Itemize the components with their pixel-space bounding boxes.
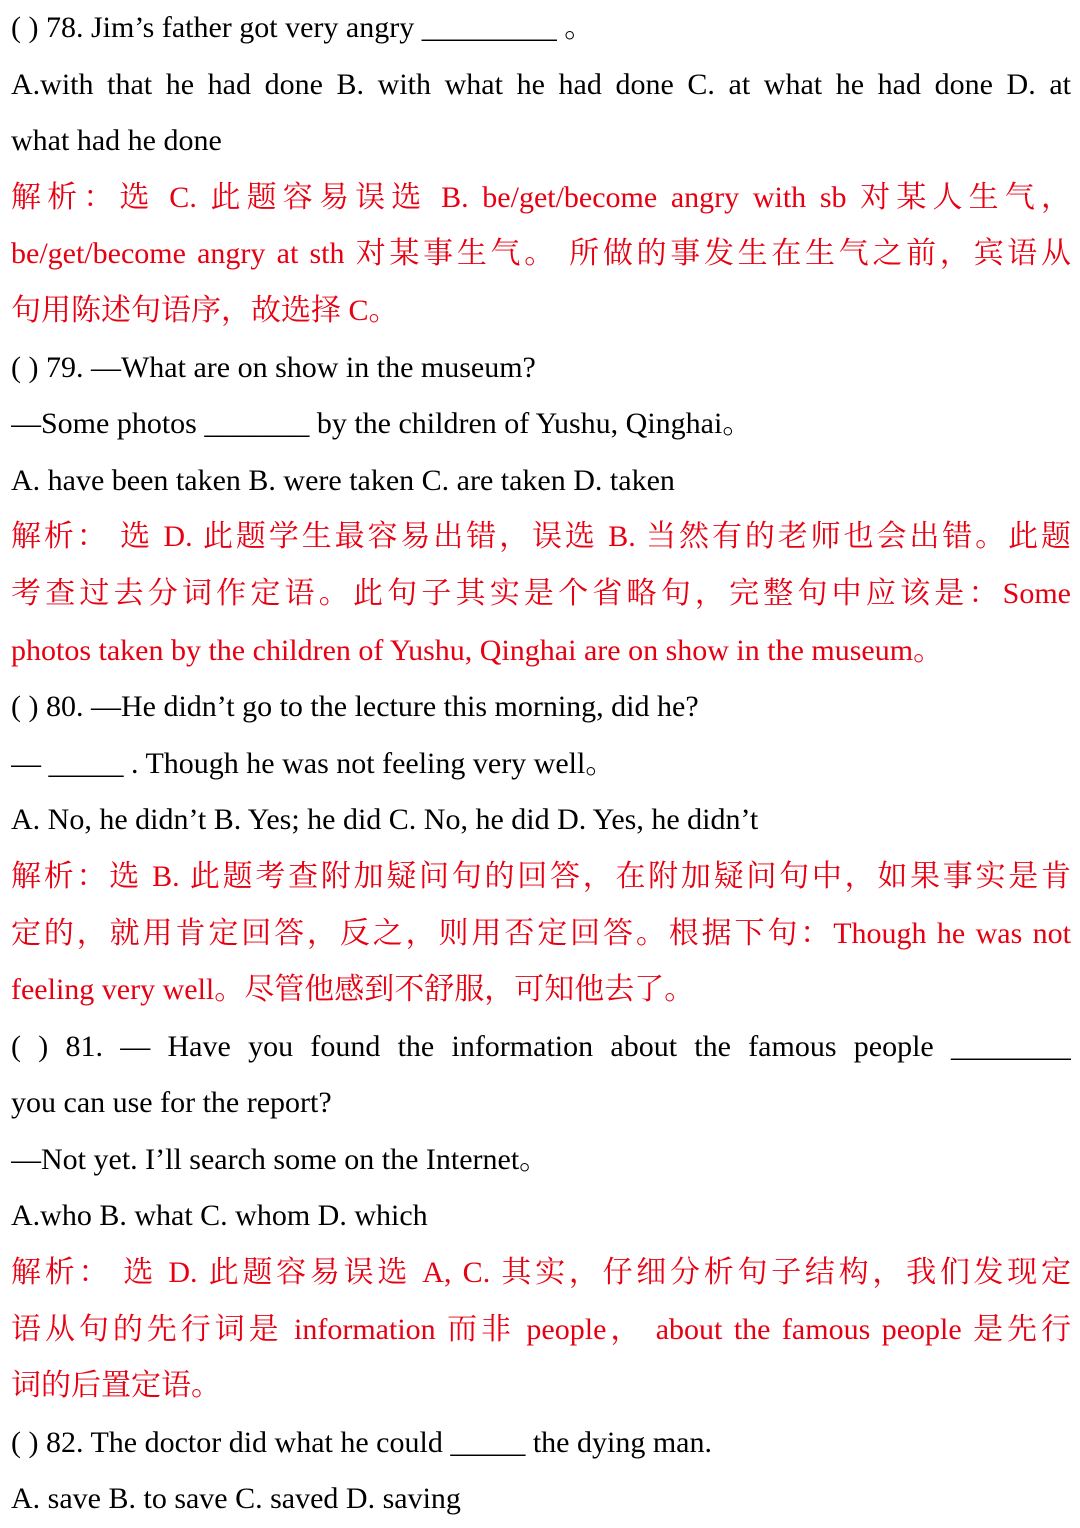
question-80-dialogue: — _____ . Though he was not feeling very well。	[11, 746, 616, 780]
question-81-dialogue: —Not yet. I’ll search some on the Internet。	[11, 1142, 550, 1176]
question-79-dialogue: —Some photos _______ by the children of Yushu, Qinghai。	[11, 407, 753, 441]
question-82-options: A. save B. to save C. saved D. saving	[11, 1482, 461, 1516]
question-81-analysis-line-3: 词的后置定语。	[11, 1369, 221, 1403]
question-79	[11, 340, 1071, 680]
question-78-stem: ( ) 78. Jim’s father got very angry _________ 。	[11, 11, 595, 44]
question-78-analysis-line-2: be/get/become angry at sth 对某事生气。 所做的事发生在生气之前，宾语从	[11, 237, 1071, 271]
question-79-analysis-line-1: 解析： 选 D. 此题学生最容易出错，误选 B. 当然有的老师也会出错。此题	[11, 520, 1071, 554]
question-81-stem-cont: you can use for the report?	[11, 1086, 332, 1120]
question-82	[11, 1415, 1071, 1528]
question-81-stem: ( ) 81. — Have you found the information about the famous people ________	[11, 1029, 1071, 1063]
question-80	[11, 679, 1071, 1019]
question-79-stem: ( ) 79. —What are on show in the museum?	[11, 350, 536, 384]
question-81-analysis-line-2: 语从句的先行词是 information 而非 people， about the famous people 是先行	[11, 1312, 1071, 1346]
question-80-analysis-line-1: 解析：选 B. 此题考查附加疑问句的回答，在附加疑问句中，如果事实是肯	[11, 859, 1071, 893]
question-78	[11, 0, 1071, 340]
question-78-analysis-line-3: 句用陈述句语序，故选择 C。	[11, 293, 399, 327]
question-80-analysis-line-3: feeling very well。尽管他感到不舒服，可知他去了。	[11, 973, 695, 1007]
question-78-analysis-line-1: 解析：选 C. 此题容易误选 B. be/get/become angry with sb 对某人生气，	[11, 180, 1071, 214]
question-81	[11, 1019, 1071, 1415]
question-81-analysis-line-1: 解析： 选 D. 此题容易误选 A, C. 其实，仔细分析句子结构，我们发现定	[11, 1256, 1071, 1290]
question-78-options-cont: what had he done	[11, 124, 222, 158]
question-82-stem: ( ) 82. The doctor did what he could _____ the dying man.	[11, 1425, 712, 1459]
question-79-options: A. have been taken B. were taken C. are taken D. taken	[11, 463, 675, 497]
question-81-options: A.who B. what C. whom D. which	[11, 1199, 428, 1233]
question-78-options: A.with that he had done B. with what he had done C. at what he had done D. at	[11, 67, 1071, 101]
question-80-options: A. No, he didn’t B. Yes; he did C. No, he did D. Yes, he didn’t	[11, 803, 759, 837]
question-79-analysis-line-2: 考查过去分词作定语。此句子其实是个省略句，完整句中应该是：Some	[11, 576, 1071, 610]
document-page	[11, 0, 1071, 1528]
question-79-analysis-line-3: photos taken by the children of Yushu, Qinghai are on show in the museum。	[11, 633, 944, 667]
question-80-stem: ( ) 80. —He didn’t go to the lecture this morning, did he?	[11, 690, 699, 724]
question-80-analysis-line-2: 定的，就用肯定回答，反之，则用否定回答。根据下句：Though he was not	[11, 916, 1071, 950]
